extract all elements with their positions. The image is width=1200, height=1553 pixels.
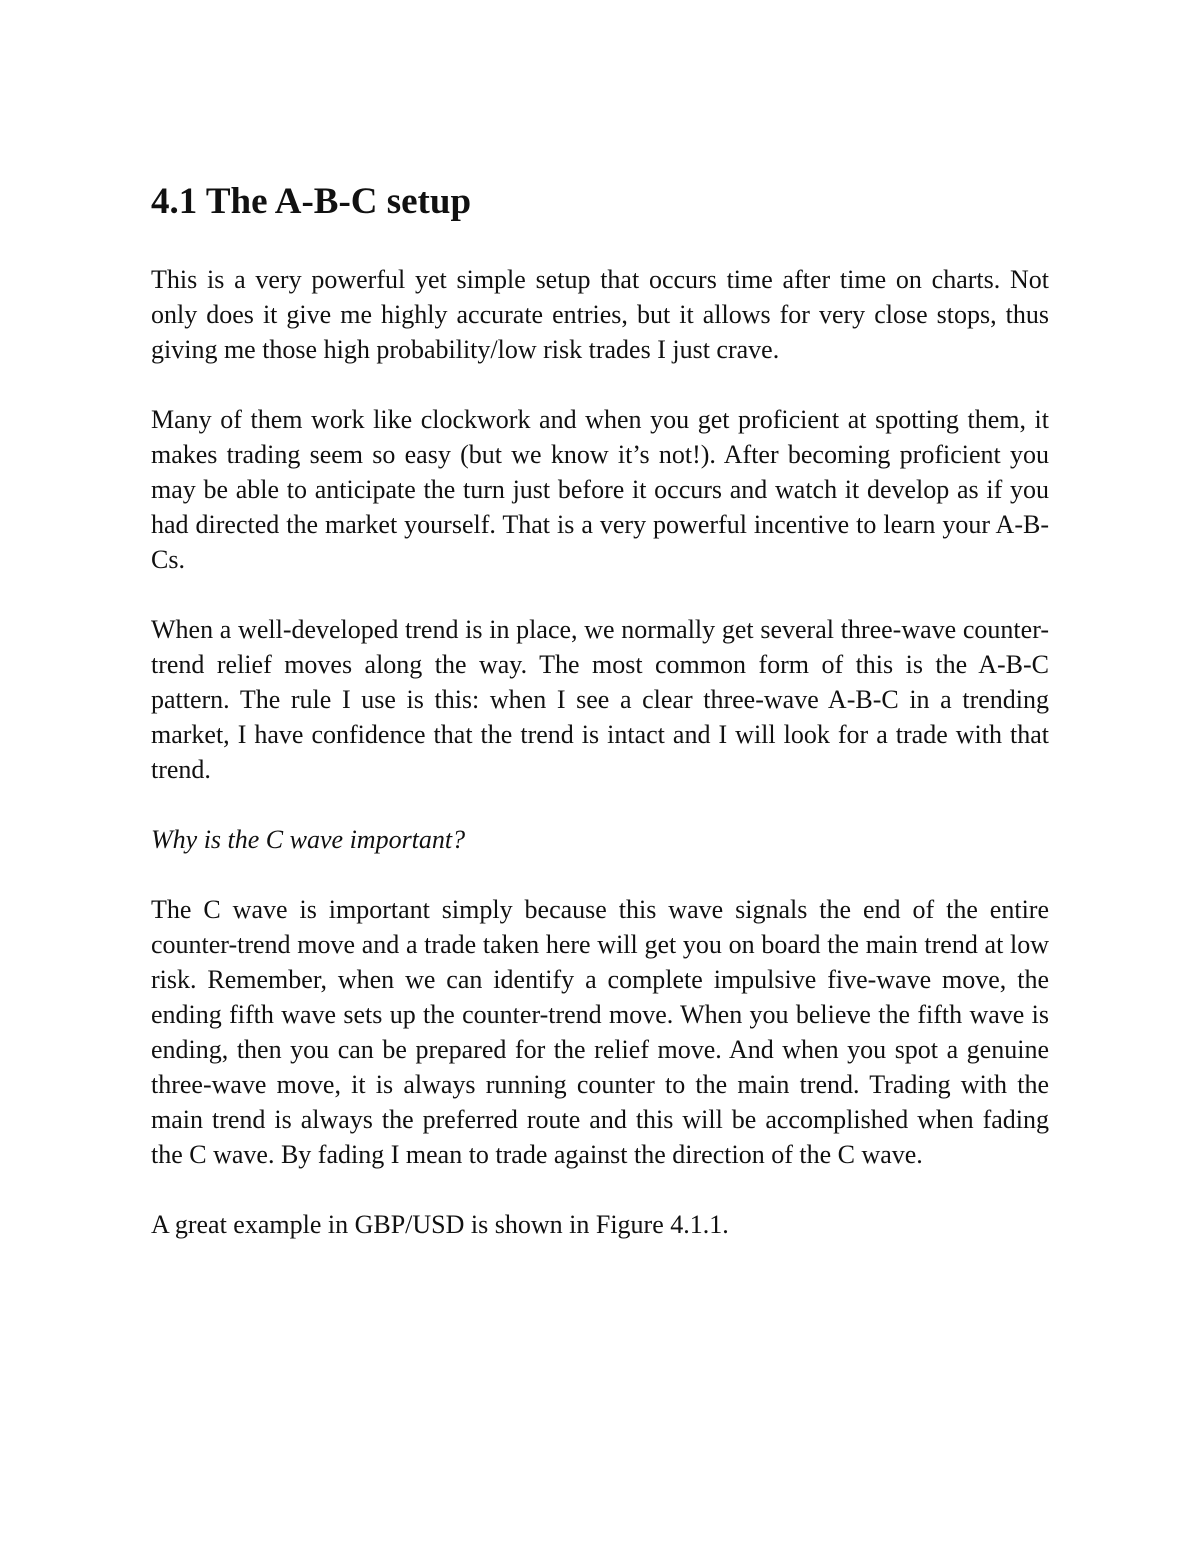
paragraph-clockwork: Many of them work like clockwork and when you get proficient at spotting them, it makes trading seem so easy (but we know it’s not!). After becoming proficient you may be able to anticipate the turn just before it occurs and watch it develop as if you had directed the market yourself. That is a very powerful incentive to learn your A-B-Cs. [151, 405, 1049, 574]
page-content [151, 178, 1049, 1277]
paragraph-figure-reference: A great example in GBP/USD is shown in Figure 4.1.1. [151, 1210, 729, 1239]
paragraph-intro: This is a very powerful yet simple setup that occurs time after time on charts. Not only does it give me highly accurate entries, but it allows for very close stops, thus giving me those high probability/low risk trades I just crave. [151, 265, 1049, 364]
italic-subheading: Why is the C wave important? [151, 825, 466, 854]
paragraph-c-wave: The C wave is important simply because this wave signals the end of the entire counter-trend move and a trade taken here will get you on board the main trend at low risk. Remember, when we can identify a complete impulsive five-wave move, the ending fifth wave sets up the counter-trend move. When you believe the fifth wave is ending, then you can be prepared for the relief move. And when you spot a genuine three-wave move, it is always running counter to the main trend. Trading with the main trend is always the preferred route and this will be accomplished when fading the C wave. By fading I mean to trade against the direction of the C wave. [151, 895, 1049, 1169]
paragraph-trend: When a well-developed trend is in place, we normally get several three-wave counter-trend relief moves along the way. The most common form of this is the A-B-C pattern. The rule I use is this: when I see a clear three-wave A-B-C in a trending market, I have confidence that the trend is intact and I will look for a trade with that trend. [151, 615, 1049, 784]
section-heading: 4.1 The A-B-C setup [151, 181, 472, 222]
